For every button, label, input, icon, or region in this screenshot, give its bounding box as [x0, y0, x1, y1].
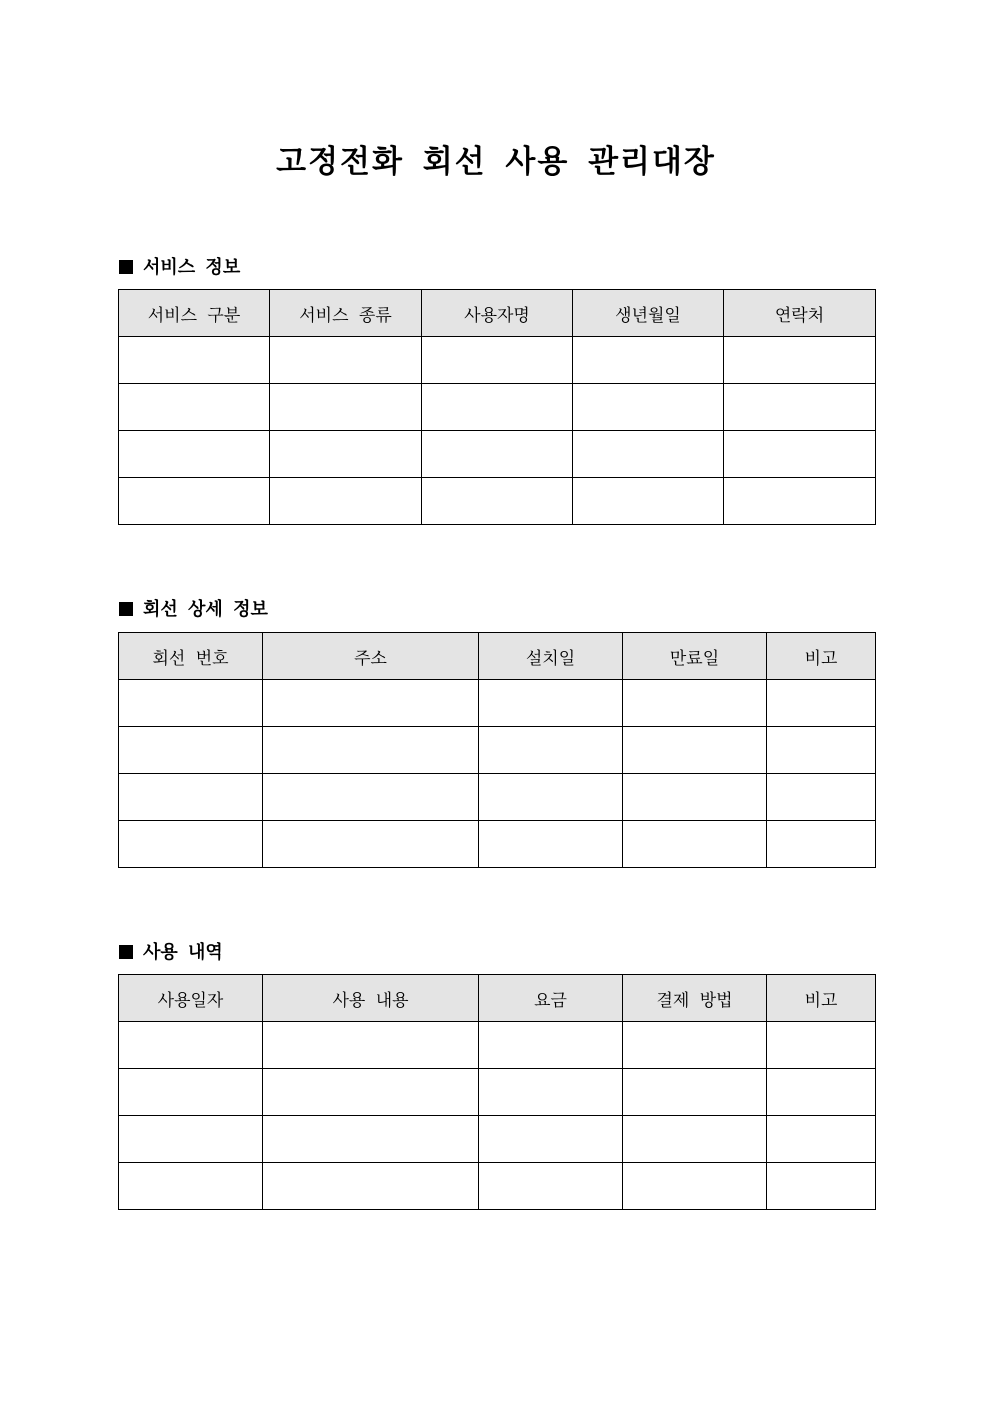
page-title: 고정전화 회선 사용 관리대장 [276, 144, 716, 180]
table-cell[interactable] [119, 727, 263, 774]
table-cell[interactable] [623, 821, 767, 868]
table-cell[interactable] [479, 1022, 623, 1069]
column-header: 주소 [263, 633, 479, 680]
column-header: 연락처 [724, 290, 876, 337]
table-cell[interactable] [119, 1069, 263, 1116]
table-cell[interactable] [119, 680, 263, 727]
table-cell[interactable] [119, 1163, 263, 1210]
section-heading-label: 회선 상세 정보 [143, 599, 268, 620]
column-header: 만료일 [623, 633, 767, 680]
column-header: 사용자명 [422, 290, 573, 337]
table-cell[interactable] [479, 774, 623, 821]
section-heading-line-details [119, 595, 268, 621]
table-cell[interactable] [422, 478, 573, 525]
table-cell[interactable] [724, 337, 876, 384]
table-cell[interactable] [767, 1022, 876, 1069]
table-row [119, 1116, 876, 1163]
table-cell[interactable] [479, 1116, 623, 1163]
table-cell[interactable] [270, 384, 422, 431]
table-cell[interactable] [623, 1022, 767, 1069]
table-row [119, 431, 876, 478]
table-row [119, 680, 876, 727]
table-cell[interactable] [263, 1163, 479, 1210]
column-header: 생년월일 [573, 290, 724, 337]
table-cell[interactable] [623, 727, 767, 774]
table-cell[interactable] [724, 431, 876, 478]
table-cell[interactable] [263, 821, 479, 868]
table-cell[interactable] [767, 1069, 876, 1116]
table-cell[interactable] [724, 384, 876, 431]
column-header: 사용일자 [119, 975, 263, 1022]
table-cell[interactable] [623, 1069, 767, 1116]
column-header: 설치일 [479, 633, 623, 680]
table-cell[interactable] [263, 680, 479, 727]
table-cell[interactable] [767, 1163, 876, 1210]
column-header: 회선 번호 [119, 633, 263, 680]
square-bullet-icon [119, 602, 133, 616]
table-header-row [119, 975, 876, 1022]
section-heading-usage-history [119, 938, 223, 964]
table-cell[interactable] [263, 774, 479, 821]
service-info-table [118, 289, 876, 525]
table-cell[interactable] [270, 431, 422, 478]
table-cell[interactable] [767, 680, 876, 727]
table-header-row [119, 633, 876, 680]
table-cell[interactable] [263, 1069, 479, 1116]
table-row [119, 1069, 876, 1116]
table-cell[interactable] [479, 680, 623, 727]
table-cell[interactable] [479, 1163, 623, 1210]
table-cell[interactable] [767, 727, 876, 774]
table-cell[interactable] [479, 821, 623, 868]
table-cell[interactable] [479, 1069, 623, 1116]
table-cell[interactable] [573, 337, 724, 384]
table-cell[interactable] [767, 821, 876, 868]
table-cell[interactable] [573, 478, 724, 525]
square-bullet-icon [119, 260, 133, 274]
table-cell[interactable] [623, 1163, 767, 1210]
table-row [119, 478, 876, 525]
column-header: 비고 [767, 975, 876, 1022]
column-header: 결제 방법 [623, 975, 767, 1022]
table-cell[interactable] [479, 727, 623, 774]
table-cell[interactable] [573, 431, 724, 478]
column-header: 서비스 구분 [119, 290, 270, 337]
table-cell[interactable] [623, 1116, 767, 1163]
table-cell[interactable] [119, 337, 270, 384]
table-row [119, 1163, 876, 1210]
column-header: 비고 [767, 633, 876, 680]
column-header: 사용 내용 [263, 975, 479, 1022]
line-details-table [118, 632, 876, 868]
table-cell[interactable] [767, 1116, 876, 1163]
table-cell[interactable] [263, 727, 479, 774]
table-cell[interactable] [119, 478, 270, 525]
section-heading-service-info [119, 253, 240, 279]
table-cell[interactable] [270, 337, 422, 384]
table-cell[interactable] [270, 478, 422, 525]
table-cell[interactable] [119, 1022, 263, 1069]
column-header: 요금 [479, 975, 623, 1022]
table-cell[interactable] [422, 431, 573, 478]
table-header-row [119, 290, 876, 337]
table-cell[interactable] [573, 384, 724, 431]
column-header: 서비스 종류 [270, 290, 422, 337]
table-row [119, 821, 876, 868]
table-row [119, 727, 876, 774]
table-cell[interactable] [119, 431, 270, 478]
table-cell[interactable] [263, 1116, 479, 1163]
section-heading-label: 사용 내역 [143, 942, 223, 963]
table-cell[interactable] [263, 1022, 479, 1069]
table-row [119, 384, 876, 431]
table-cell[interactable] [119, 774, 263, 821]
table-cell[interactable] [623, 774, 767, 821]
table-cell[interactable] [767, 774, 876, 821]
square-bullet-icon [119, 945, 133, 959]
table-cell[interactable] [422, 384, 573, 431]
usage-history-table [118, 974, 876, 1210]
table-cell[interactable] [119, 384, 270, 431]
table-cell[interactable] [119, 821, 263, 868]
table-cell[interactable] [724, 478, 876, 525]
table-row [119, 337, 876, 384]
table-row [119, 774, 876, 821]
table-cell[interactable] [422, 337, 573, 384]
table-cell[interactable] [119, 1116, 263, 1163]
section-heading-label: 서비스 정보 [143, 257, 241, 278]
table-cell[interactable] [623, 680, 767, 727]
table-row [119, 1022, 876, 1069]
